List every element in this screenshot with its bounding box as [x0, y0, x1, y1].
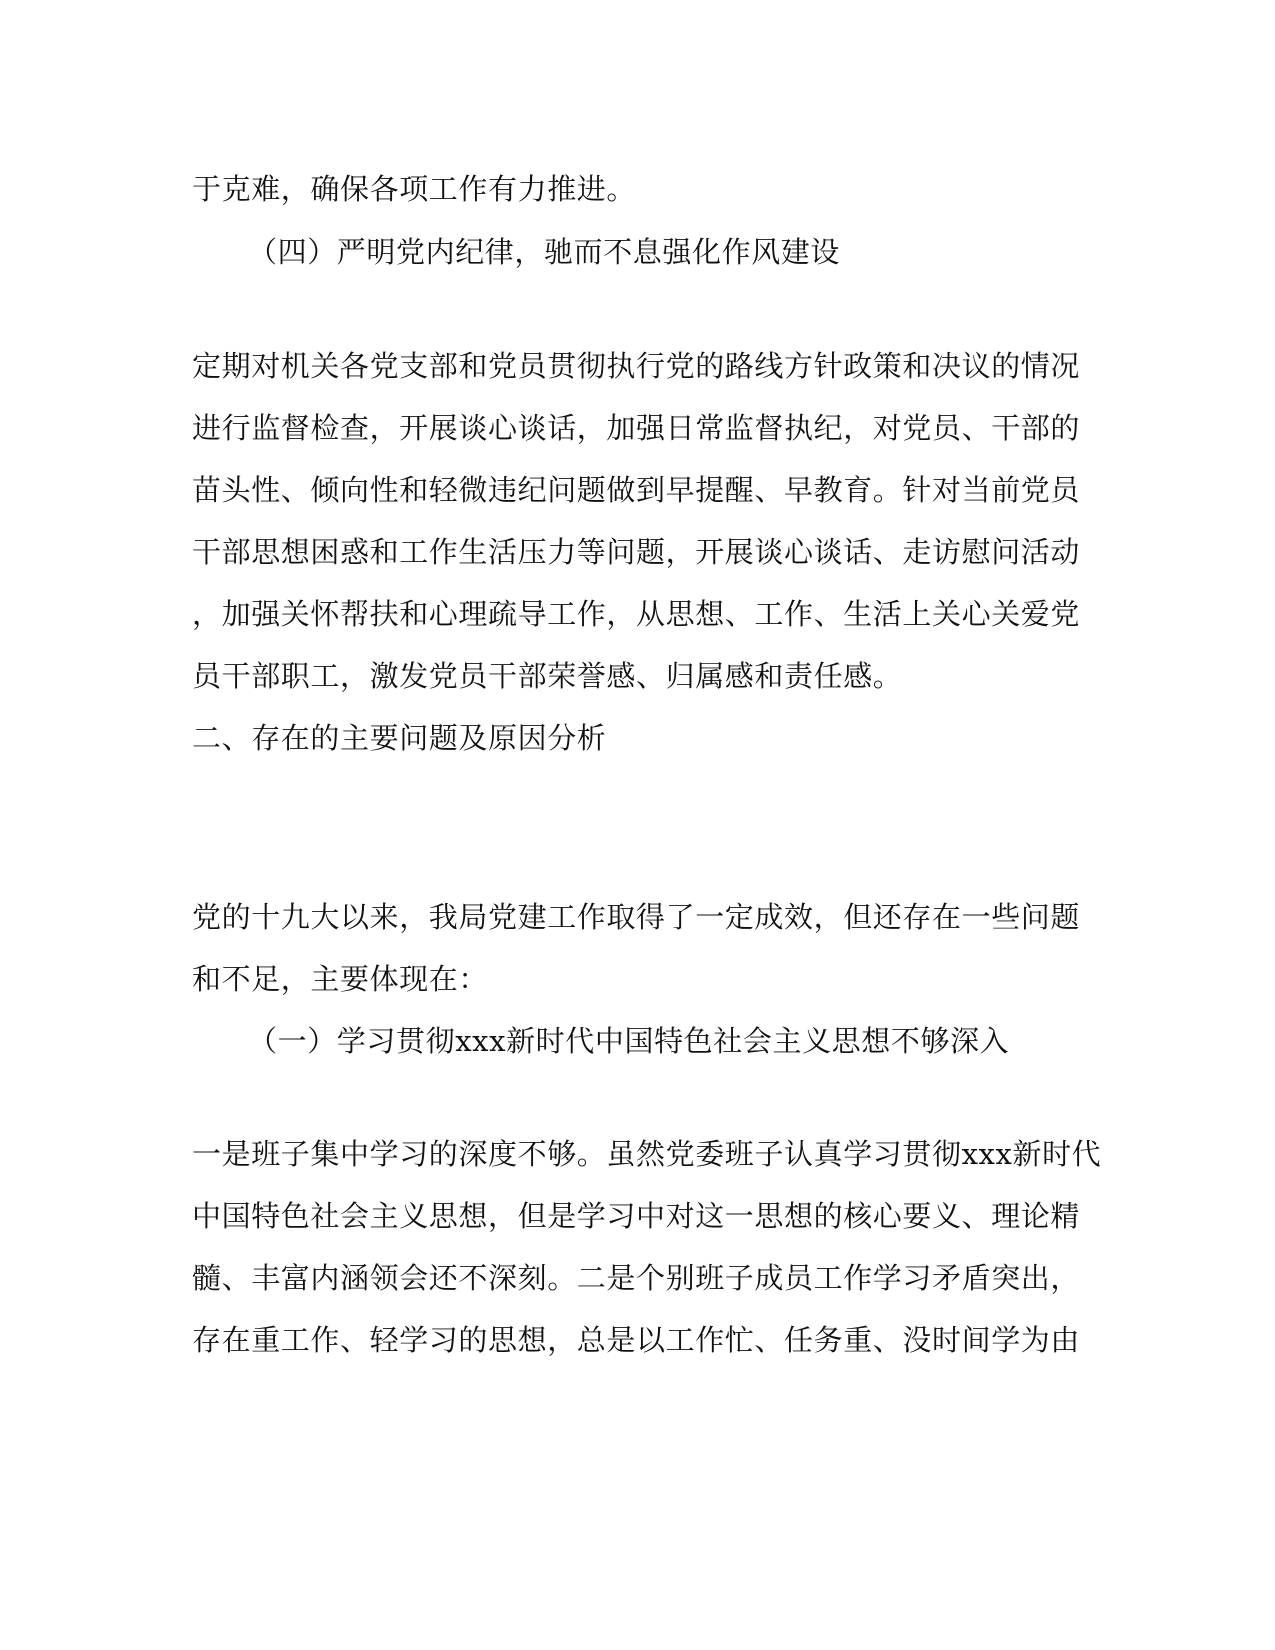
paragraph-line: ，加强关怀帮扶和心理疏导工作，从思想、工作、生活上关心关爱党	[192, 597, 1081, 631]
paragraph-line: 于克难，确保各项工作有力推进。	[192, 172, 637, 206]
section-heading: （一）学习贯彻xxx新时代中国特色社会主义思想不够深入	[248, 1024, 1010, 1058]
paragraph-line: 髓、丰富内涵领会还不深刻。二是个别班子成员工作学习矛盾突出，	[192, 1261, 1081, 1295]
paragraph-line: 一是班子集中学习的深度不够。虽然党委班子认真学习贯彻xxx新时代	[192, 1137, 1102, 1171]
paragraph-line: 干部思想困惑和工作生活压力等问题，开展谈心谈话、走访慰问活动	[192, 535, 1081, 569]
paragraph-line: 定期对机关各党支部和党员贯彻执行党的路线方针政策和决议的情况	[192, 349, 1081, 383]
paragraph-line: 苗头性、倾向性和轻微违纪问题做到早提醒、早教育。针对当前党员	[192, 473, 1081, 507]
paragraph-line: 和不足，主要体现在：	[192, 962, 489, 996]
chapter-heading: 二、存在的主要问题及原因分析	[192, 721, 607, 755]
paragraph-line: 存在重工作、轻学习的思想，总是以工作忙、任务重、没时间学为由	[192, 1323, 1081, 1357]
paragraph-line: 党的十九大以来，我局党建工作取得了一定成效，但还存在一些问题	[192, 900, 1081, 934]
paragraph-line: 员干部职工，激发党员干部荣誉感、归属感和责任感。	[192, 659, 903, 693]
paragraph-line: 中国特色社会主义思想，但是学习中对这一思想的核心要义、理论精	[192, 1199, 1081, 1233]
section-heading: （四）严明党内纪律，驰而不息强化作风建设	[248, 235, 841, 269]
paragraph-line: 进行监督检查，开展谈心谈话，加强日常监督执纪，对党员、干部的	[192, 411, 1081, 445]
